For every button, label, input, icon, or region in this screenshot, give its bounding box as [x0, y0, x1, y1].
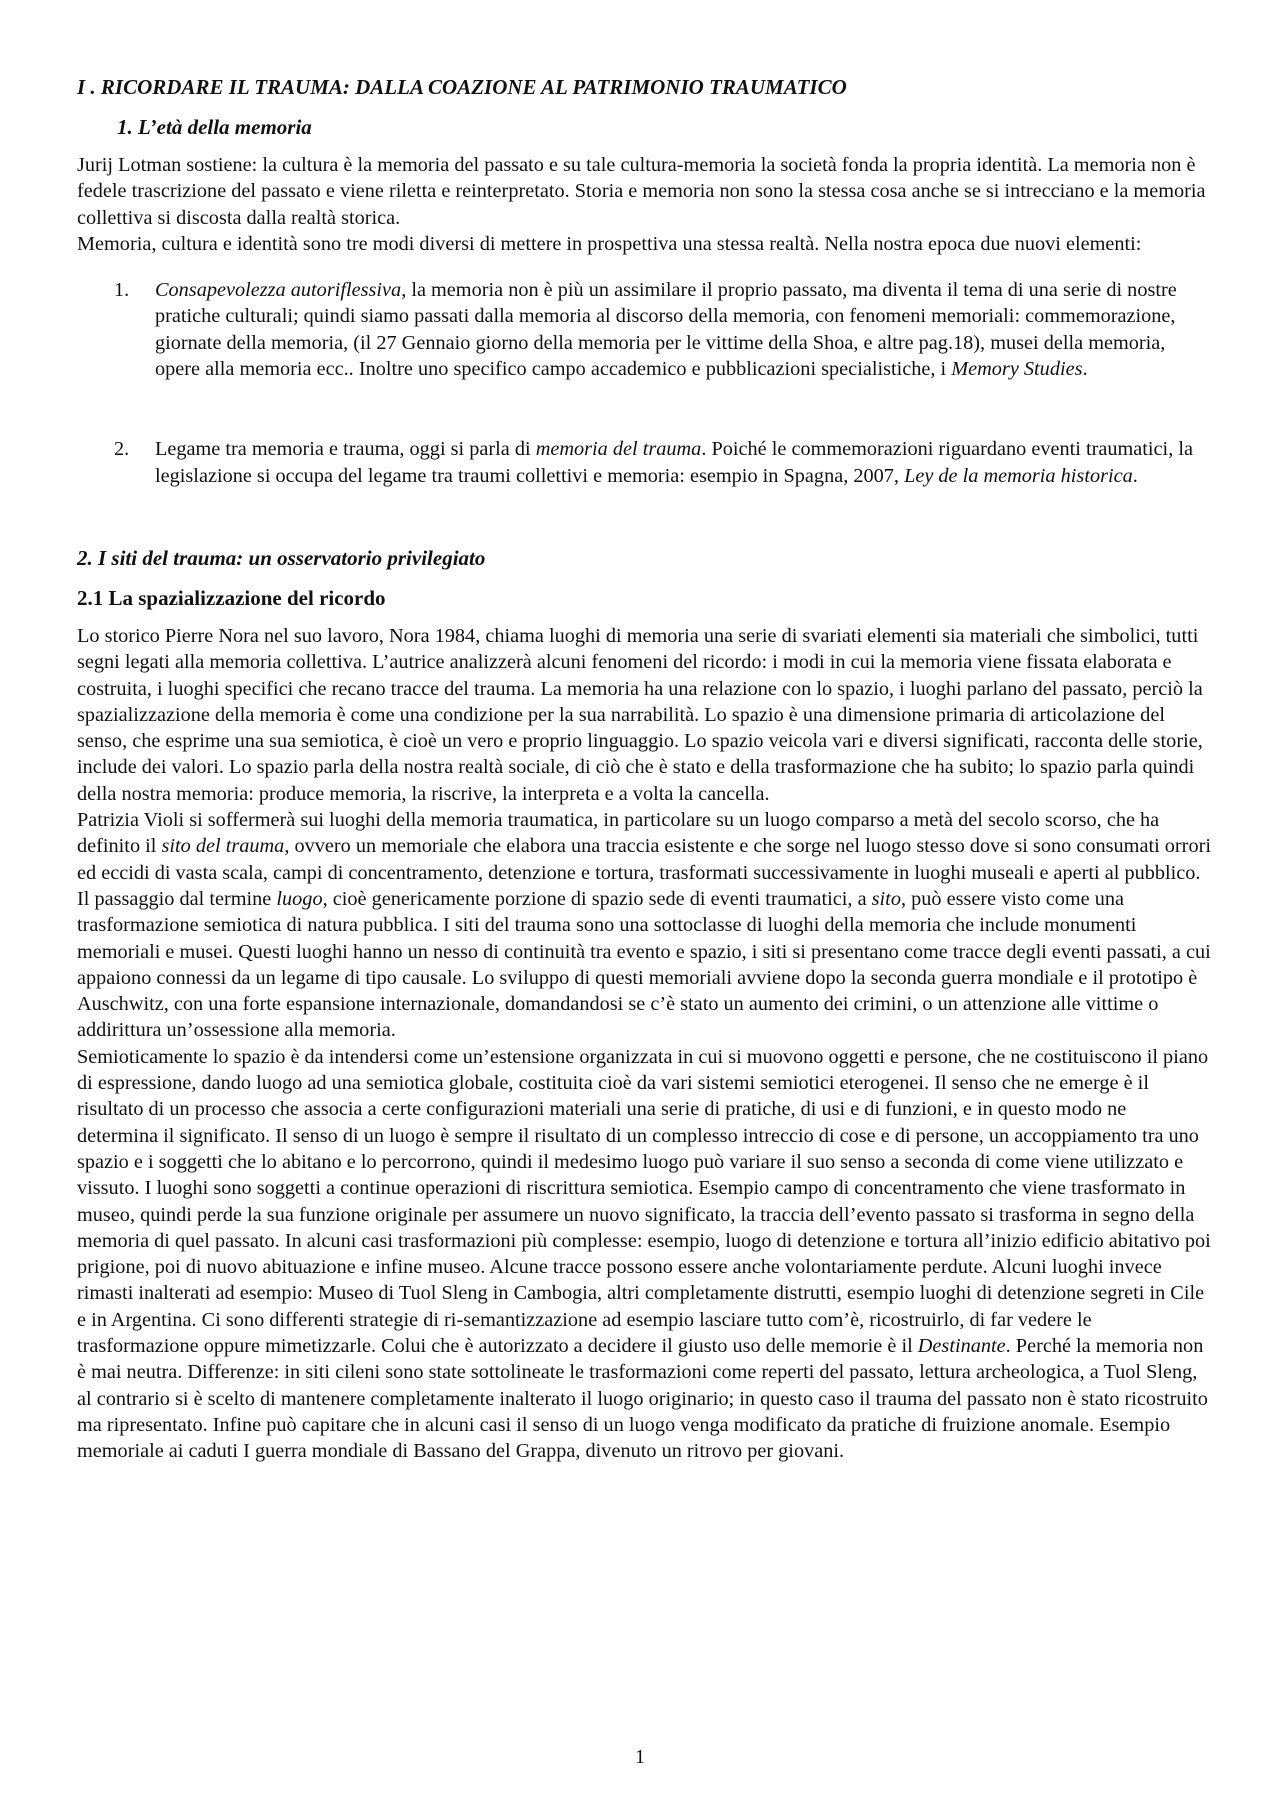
- list-item-tail: .: [1082, 358, 1088, 381]
- list-item-emphasis: Ley de la memoria historica: [904, 464, 1133, 487]
- list-item-emphasis: Memory Studies: [951, 358, 1083, 381]
- section-2-paragraph-3: [77, 1044, 1212, 1465]
- list-item-text: , la memoria non è più un assimilare il proprio passato, ma diventa il tema di una serie di nostre pratiche culturali; quindi siamo passati dalla memoria al discorso della memoria, con fenomeni memoriali: commemorazione, giornate della memoria, (il 27 Gennaio giorno della memoria per le vittime della Shoa, e altre pag.18), musei della memoria, opere alla memoria ecc.. Inoltre uno specifico campo accademico e pubblicazioni specialistiche, i: [155, 279, 1177, 381]
- page-number: 1: [635, 1746, 645, 1768]
- list-item-number: 1.: [114, 279, 130, 302]
- paragraph-emphasis: luogo: [276, 887, 323, 910]
- paragraph-text: . Perché la memoria non è mai neutra. Differenze: in siti cileni sono state sottolineate le trasformazioni come reperti del passato, lettura archeologica, a Tuol Sleng, al contrario si è scelto di mantenere completamente inalterato il luogo originario; in questo caso il trauma del passato non è stato ricostruito ma ripresentato. Infine può capitare che in alcuni casi il senso di un luogo venga modificato da pratiche di fruizione anomale. Esempio memoriale ai caduti I guerra mondiale di Bassano del Grappa, divenuto un ritrovo per giovani.: [77, 1334, 1208, 1463]
- paragraph-emphasis: Destinante: [917, 1334, 1006, 1357]
- section-1-title: 1. L’età della memoria: [117, 115, 312, 139]
- section-1-paragraph-1: Jurij Lotman sostiene: la cultura è la memoria del passato e su tale cultura-memoria la società fonda la propria identità. La memoria non è fedele trascrizione del passato e viene riletta e reinterpretato. Storia e memoria non sono la stessa cosa anche se si intrecciano e la memoria collettiva si discosta dalla realtà storica.: [77, 154, 1206, 229]
- section-2-title: 2. I siti del trauma: un osservatorio privilegiato: [77, 545, 486, 570]
- paragraph-text: Patrizia Violi si soffermerà sui luoghi della memoria traumatica, in particolare su un luogo comparso a metà del secolo scorso, che ha definito il: [77, 809, 1160, 858]
- paragraph-emphasis: sito: [871, 887, 901, 910]
- list-item-emphasis: memoria del trauma: [535, 438, 702, 461]
- numbered-list: [77, 277, 1212, 489]
- section-1-paragraph-2: Memoria, cultura e identità sono tre modi diversi di mettere in prospettiva una stessa realtà. Nella nostra epoca due nuovi elementi:: [77, 232, 1142, 255]
- section-2-paragraph-2: [77, 807, 1212, 1044]
- subsection-2-1-title: 2.1 La spazializzazione del ricordo: [77, 585, 386, 610]
- list-item-tail: .: [1132, 464, 1138, 487]
- list-item-lead: Consapevolezza autoriflessiva: [155, 279, 402, 302]
- list-item-text-continued: . Poiché le commemorazioni riguardano eventi traumatici, la legislazione si occupa del legame tra traumi collettivi e memoria: esempio in Spagna, 2007,: [155, 438, 1193, 487]
- chapter-title: I . RICORDARE IL TRAUMA: DALLA COAZIONE AL PATRIMONIO TRAUMATICO: [77, 75, 847, 99]
- paragraph-emphasis: sito del trauma: [161, 835, 285, 858]
- list-item: [77, 277, 1212, 382]
- list-item-number: 2.: [114, 438, 130, 461]
- paragraph-text: , cioè genericamente porzione di spazio sede di eventi traumatici, a: [322, 887, 872, 910]
- list-item-text: Legame tra memoria e trauma, oggi si parla di: [155, 438, 536, 461]
- paragraph-text: Semioticamente lo spazio è da intendersi come un’estensione organizzata in cui si muovono oggetti e persone, che ne costituiscono il piano di espressione, dando luogo ad una semiotica globale, costituita cioè da vari sistemi semiotici eterogenei. Il senso che ne emerge è il risultato di un processo che associa a certe configurazioni materiali una serie di pratiche, di usi e di funzioni, e in questo modo ne determina il significato. Il senso di un luogo è sempre il risultato di un complesso intreccio di cose e di persone, un accoppiamento tra uno spazio e i soggetti che lo abitano e lo percorrono, quindi il medesimo luogo può variare il suo senso a seconda di come viene utilizzato e vissuto. I luoghi sono soggetti a continue operazioni di riscrittura semiotica. Esempio campo di concentramento che viene trasformato in museo, quindi perde la sua funzione originale per assumere un nuovo significato, la traccia dell’evento passato si trasforma in segno della memoria di quel passato. In alcuni casi trasformazioni più complesse: esempio, luogo di detenzione e tortura all’inizio edificio abitativo poi prigione, poi di nuovo abituazione e infine museo. Alcune tracce possono essere anche volontariamente perdute. Alcuni luoghi invece rimasti inalterati ad esempio: Museo di Tuol Sleng in Cambogia, altri completamente distrutti, esempio luoghi di detenzione segreti in Cile e in Argentina. Ci sono differenti strategie di ri-semantizzazione ad esempio lasciare tutto com’è, ricostruirlo, di far vedere le trasformazione oppure mimetizzarle. Colui che è autorizzato a decidere il giusto uso delle memorie è il: [77, 1045, 1211, 1357]
- section-2-paragraph-1: Lo storico Pierre Nora nel suo lavoro, Nora 1984, chiama luoghi di memoria una serie di svariati elementi sia materiali che simbolici, tutti segni legati alla memoria collettiva. L’autrice analizzerà alcuni fenomeni del ricordo: i modi in cui la memoria viene fissata elaborata e costruita, i luoghi specifici che recano tracce del trauma. La memoria ha una relazione con lo spazio, i luoghi parlano del passato, perciò la spazializzazione della memoria è come una condizione per la sua narrabilità. Lo spazio è una dimensione primaria di articolazione del senso, che esprime una sua semiotica, è cioè un vero e proprio linguaggio. Lo spazio veicola vari e diversi significati, racconta delle storie, include dei valori. Lo spazio parla della nostra realtà sociale, di ciò che è stato e della trasformazione che ha subito; lo spazio parla quindi della nostra memoria: produce memoria, la riscrive, la interpreta e a volta la cancella.: [77, 624, 1203, 805]
- list-item: [77, 436, 1212, 489]
- document-page: [77, 74, 1212, 1464]
- paragraph-text: , può essere visto come una trasformazione semiotica di natura pubblica. I siti del trauma sono una sottoclasse di luoghi della memoria che include monumenti memoriali e musei. Questi luoghi hanno un nesso di continuità tra evento e spazio, i siti si presentano come tracce degli eventi passati, a cui appaiono connessi da un legame di tipo causale. Lo sviluppo di questi memoriali avviene dopo la seconda guerra mondiale e il prototipo è Auschwitz, con una forte espansione internazionale, domandandosi se c’è stato un aumento dei crimini, o un attenzione alle vittime o addirittura un’ossessione alla memoria.: [77, 887, 1211, 1042]
- paragraph-text: , ovvero un memoriale che elabora una traccia esistente e che sorge nel luogo stesso dove si sono consumati orrori ed eccidi di vasta scala, campi di concentramento, detenzione e tortura, trasformati successivamente in luoghi museali e aperti al pubblico. Il passaggio dal termine: [77, 835, 1211, 910]
